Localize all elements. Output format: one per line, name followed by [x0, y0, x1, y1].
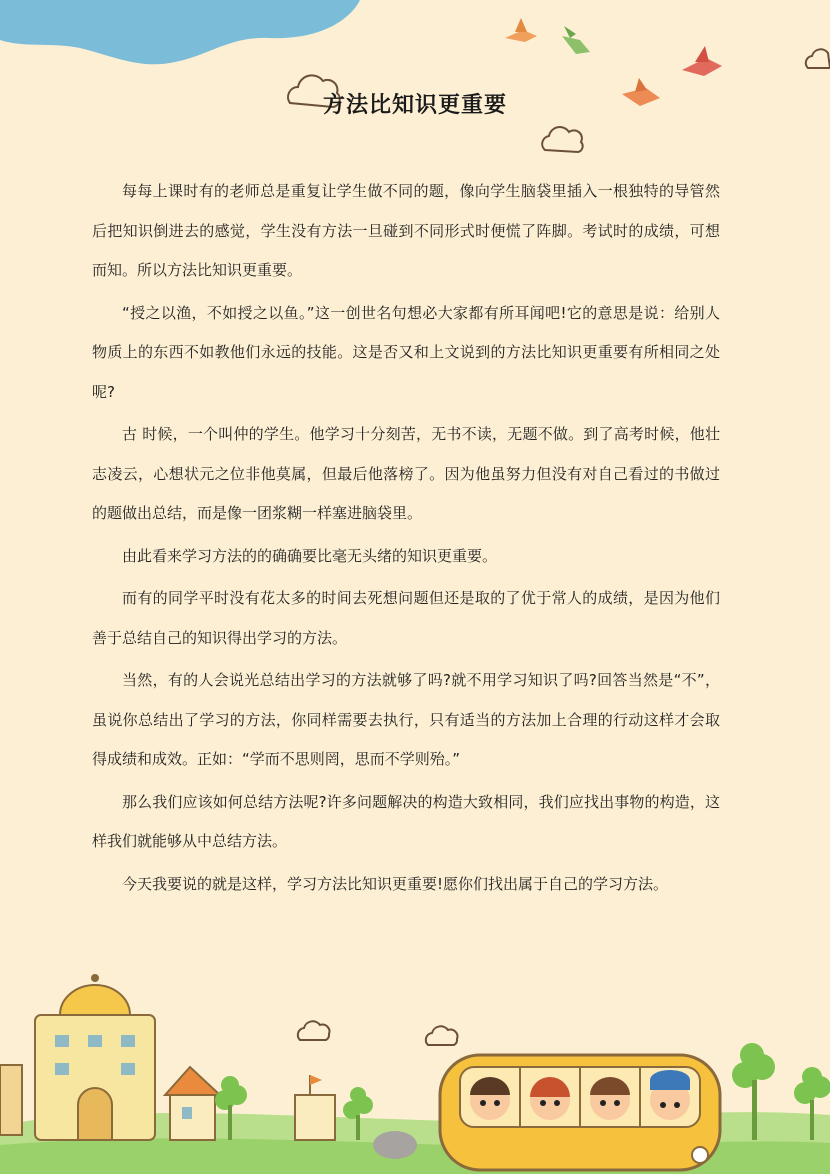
child-avatar	[590, 1077, 630, 1120]
house-icon	[0, 1065, 22, 1135]
paragraph: 那么我们应该如何总结方法呢?许多问题解决的构造大致相同，我们应找出事物的构造，这样我们就能够从中总结方法。	[92, 792, 720, 850]
cloud-icon	[542, 127, 582, 152]
tower-icon	[295, 1075, 335, 1140]
paragraph: 今天我要说的就是这样，学习方法比知识更重要!愿你们找出属于自己的学习方法。	[122, 874, 669, 893]
bird-icon	[682, 46, 722, 76]
child-avatar	[650, 1070, 690, 1120]
castle-building-icon	[35, 974, 155, 1140]
top-decoration	[0, 0, 830, 160]
child-avatar	[530, 1077, 570, 1120]
page-title: 方法比知识更重要	[322, 93, 507, 118]
school-bus-icon	[440, 1055, 720, 1170]
paragraph: “授之以渔，不如授之以鱼。”这一创世名句想必大家都有所耳闻吧!它的意思是说：给别人物质上的东西不如教他们永远的技能。这是否又和上文说到的方法比知识更重要有所相同之处呢?	[92, 303, 720, 401]
paragraph: 古 时候，一个叫仲的学生。他学习十分刻苦，无书不读，无题不做。到了高考时候，他壮志凌云，心想状元之位非他莫属，但最后他落榜了。因为他虽努力但没有对自己看过的书做过的题做出总结，而是像一团浆糊一样塞进脑袋里。	[92, 425, 720, 522]
bottom-decoration	[0, 955, 830, 1174]
bird-icon	[505, 18, 537, 42]
paragraph: 当然，有的人会说光总结出学习的方法就够了吗?就不用学习知识了吗?回答当然是“不”，虽说你总结出了学习的方法，你同样需要去执行，只有适当的方法加上合理的行动这样才会取得成绩和成效。正如：“学而不思则罔，思而不学则殆。”	[92, 671, 720, 768]
paragraph: 每每上课时有的老师总是重复让学生做不同的题，像向学生脑袋里插入一根独特的导管然后把知识倒进去的感觉，学生没有方法一旦碰到不同形式时便慌了阵脚。考试时的成绩，可想而知。所以方法比知识更重要。	[92, 182, 720, 279]
article-body	[92, 172, 720, 907]
house-icon	[165, 1067, 220, 1140]
bird-icon	[562, 26, 590, 54]
child-avatar	[470, 1077, 510, 1120]
sky-wave	[0, 0, 360, 64]
cloud-icon	[298, 1021, 458, 1045]
paragraph: 由此看来学习方法的的确确要比毫无头绪的知识更重要。	[122, 546, 498, 565]
cloud-icon	[806, 49, 830, 68]
paragraph: 而有的同学平时没有花太多的时间去死想问题但还是取的了优于常人的成绩，是因为他们善于总结自己的知识得出学习的方法。	[92, 589, 720, 647]
rock-icon	[373, 1131, 417, 1159]
